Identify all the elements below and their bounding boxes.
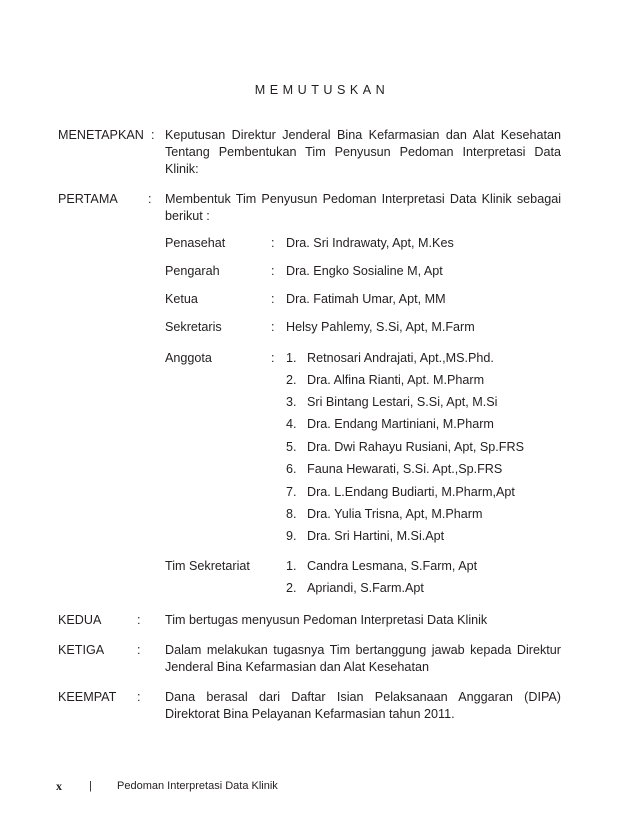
member-name: Dra. Dwi Rahayu Rusiani, Apt, Sp.FRS [307,440,524,454]
role-colon: : [271,351,275,365]
kedua-colon: : [137,613,141,627]
keempat-label: KEEMPAT [58,690,117,704]
role-sekretaris: Sekretaris [165,320,222,334]
member-number: 2. [286,581,297,595]
keempat-line-2: Direktorat Bina Pelayanan Kefarmasian tahun 2011. [165,707,455,721]
member-number: 1. [286,559,297,573]
member-name: Dra. Alfina Rianti, Apt. M.Pharm [307,373,485,387]
menetapkan-line-3: Klinik: [165,162,199,176]
page-heading: MEMUTUSKAN [254,83,390,97]
menetapkan-label: MENETAPKAN [58,128,144,142]
keempat-colon: : [137,690,141,704]
member-number: 3. [286,395,297,409]
menetapkan-line-1: Keputusan Direktur Jenderal Bina Kefarmasian dan Alat Kesehatan [165,128,561,142]
ketiga-line-2: Jenderal Bina Kefarmasian dan Alat Kesehatan [165,660,429,674]
kedua-label: KEDUA [58,613,102,627]
member-number: 7. [286,485,297,499]
ketiga-label: KETIGA [58,643,105,657]
member-number: 4. [286,417,297,431]
menetapkan-line-2: Tentang Pembentukan Tim Penyusun Pedoman Interpretasi Data [165,145,561,159]
role-name-penasehat: Dra. Sri Indrawaty, Apt, M.Kes [286,236,454,250]
ketiga-line-1: Dalam melakukan tugasnya Tim bertanggung jawab kepada Direktur [165,643,561,657]
ketiga-colon: : [137,643,141,657]
member-number: 1. [286,351,297,365]
kedua-line-1: Tim bertugas menyusun Pedoman Interpretasi Data Klinik [165,613,488,627]
role-colon: : [271,264,275,278]
role-name-sekretaris: Helsy Pahlemy, S.Si, Apt, M.Farm [286,320,475,334]
member-name: Dra. Yulia Trisna, Apt, M.Pharm [307,507,483,521]
role-anggota: Anggota [165,351,212,365]
pertama-colon: : [148,192,152,206]
member-name: Dra. Endang Martiniani, M.Pharm [307,417,494,431]
role-colon: : [271,292,275,306]
keempat-line-1: Dana berasal dari Daftar Isian Pelaksanaan Anggaran (DIPA) [165,690,561,704]
member-name: Dra. L.Endang Budiarti, M.Pharm,Apt [307,485,515,499]
pertama-line-2: berikut : [165,209,210,223]
member-name: Apriandi, S.Farm.Apt [307,581,424,595]
member-name: Candra Lesmana, S.Farm, Apt [307,559,478,573]
role-tim-sekretariat: Tim Sekretariat [165,559,250,573]
member-number: 9. [286,529,297,543]
role-name-ketua: Dra. Fatimah Umar, Apt, MM [286,292,446,306]
role-pengarah: Pengarah [165,264,220,278]
role-ketua: Ketua [165,292,198,306]
pertama-line-1: Membentuk Tim Penyusun Pedoman Interpretasi Data Klinik sebagai [165,192,561,206]
member-name: Sri Bintang Lestari, S.Si, Apt, M.Si [307,395,498,409]
member-number: 6. [286,462,297,476]
page-footer [56,779,278,794]
member-number: 2. [286,373,297,387]
pertama-label: PERTAMA [58,192,118,206]
role-name-pengarah: Dra. Engko Sosialine M, Apt [286,264,443,278]
page-number: x [56,779,62,793]
member-name: Fauna Hewarati, S.Si. Apt.,Sp.FRS [307,462,503,476]
menetapkan-colon: : [151,128,155,142]
footer-separator: | [89,780,92,792]
footer-title: Pedoman Interpretasi Data Klinik [117,780,278,792]
member-name: Retnosari Andrajati, Apt.,MS.Phd. [307,351,494,365]
role-penasehat: Penasehat [165,236,226,250]
role-colon: : [271,236,275,250]
member-name: Dra. Sri Hartini, M.Si.Apt [307,529,445,543]
member-number: 8. [286,507,297,521]
role-colon: : [271,320,275,334]
member-number: 5. [286,440,297,454]
